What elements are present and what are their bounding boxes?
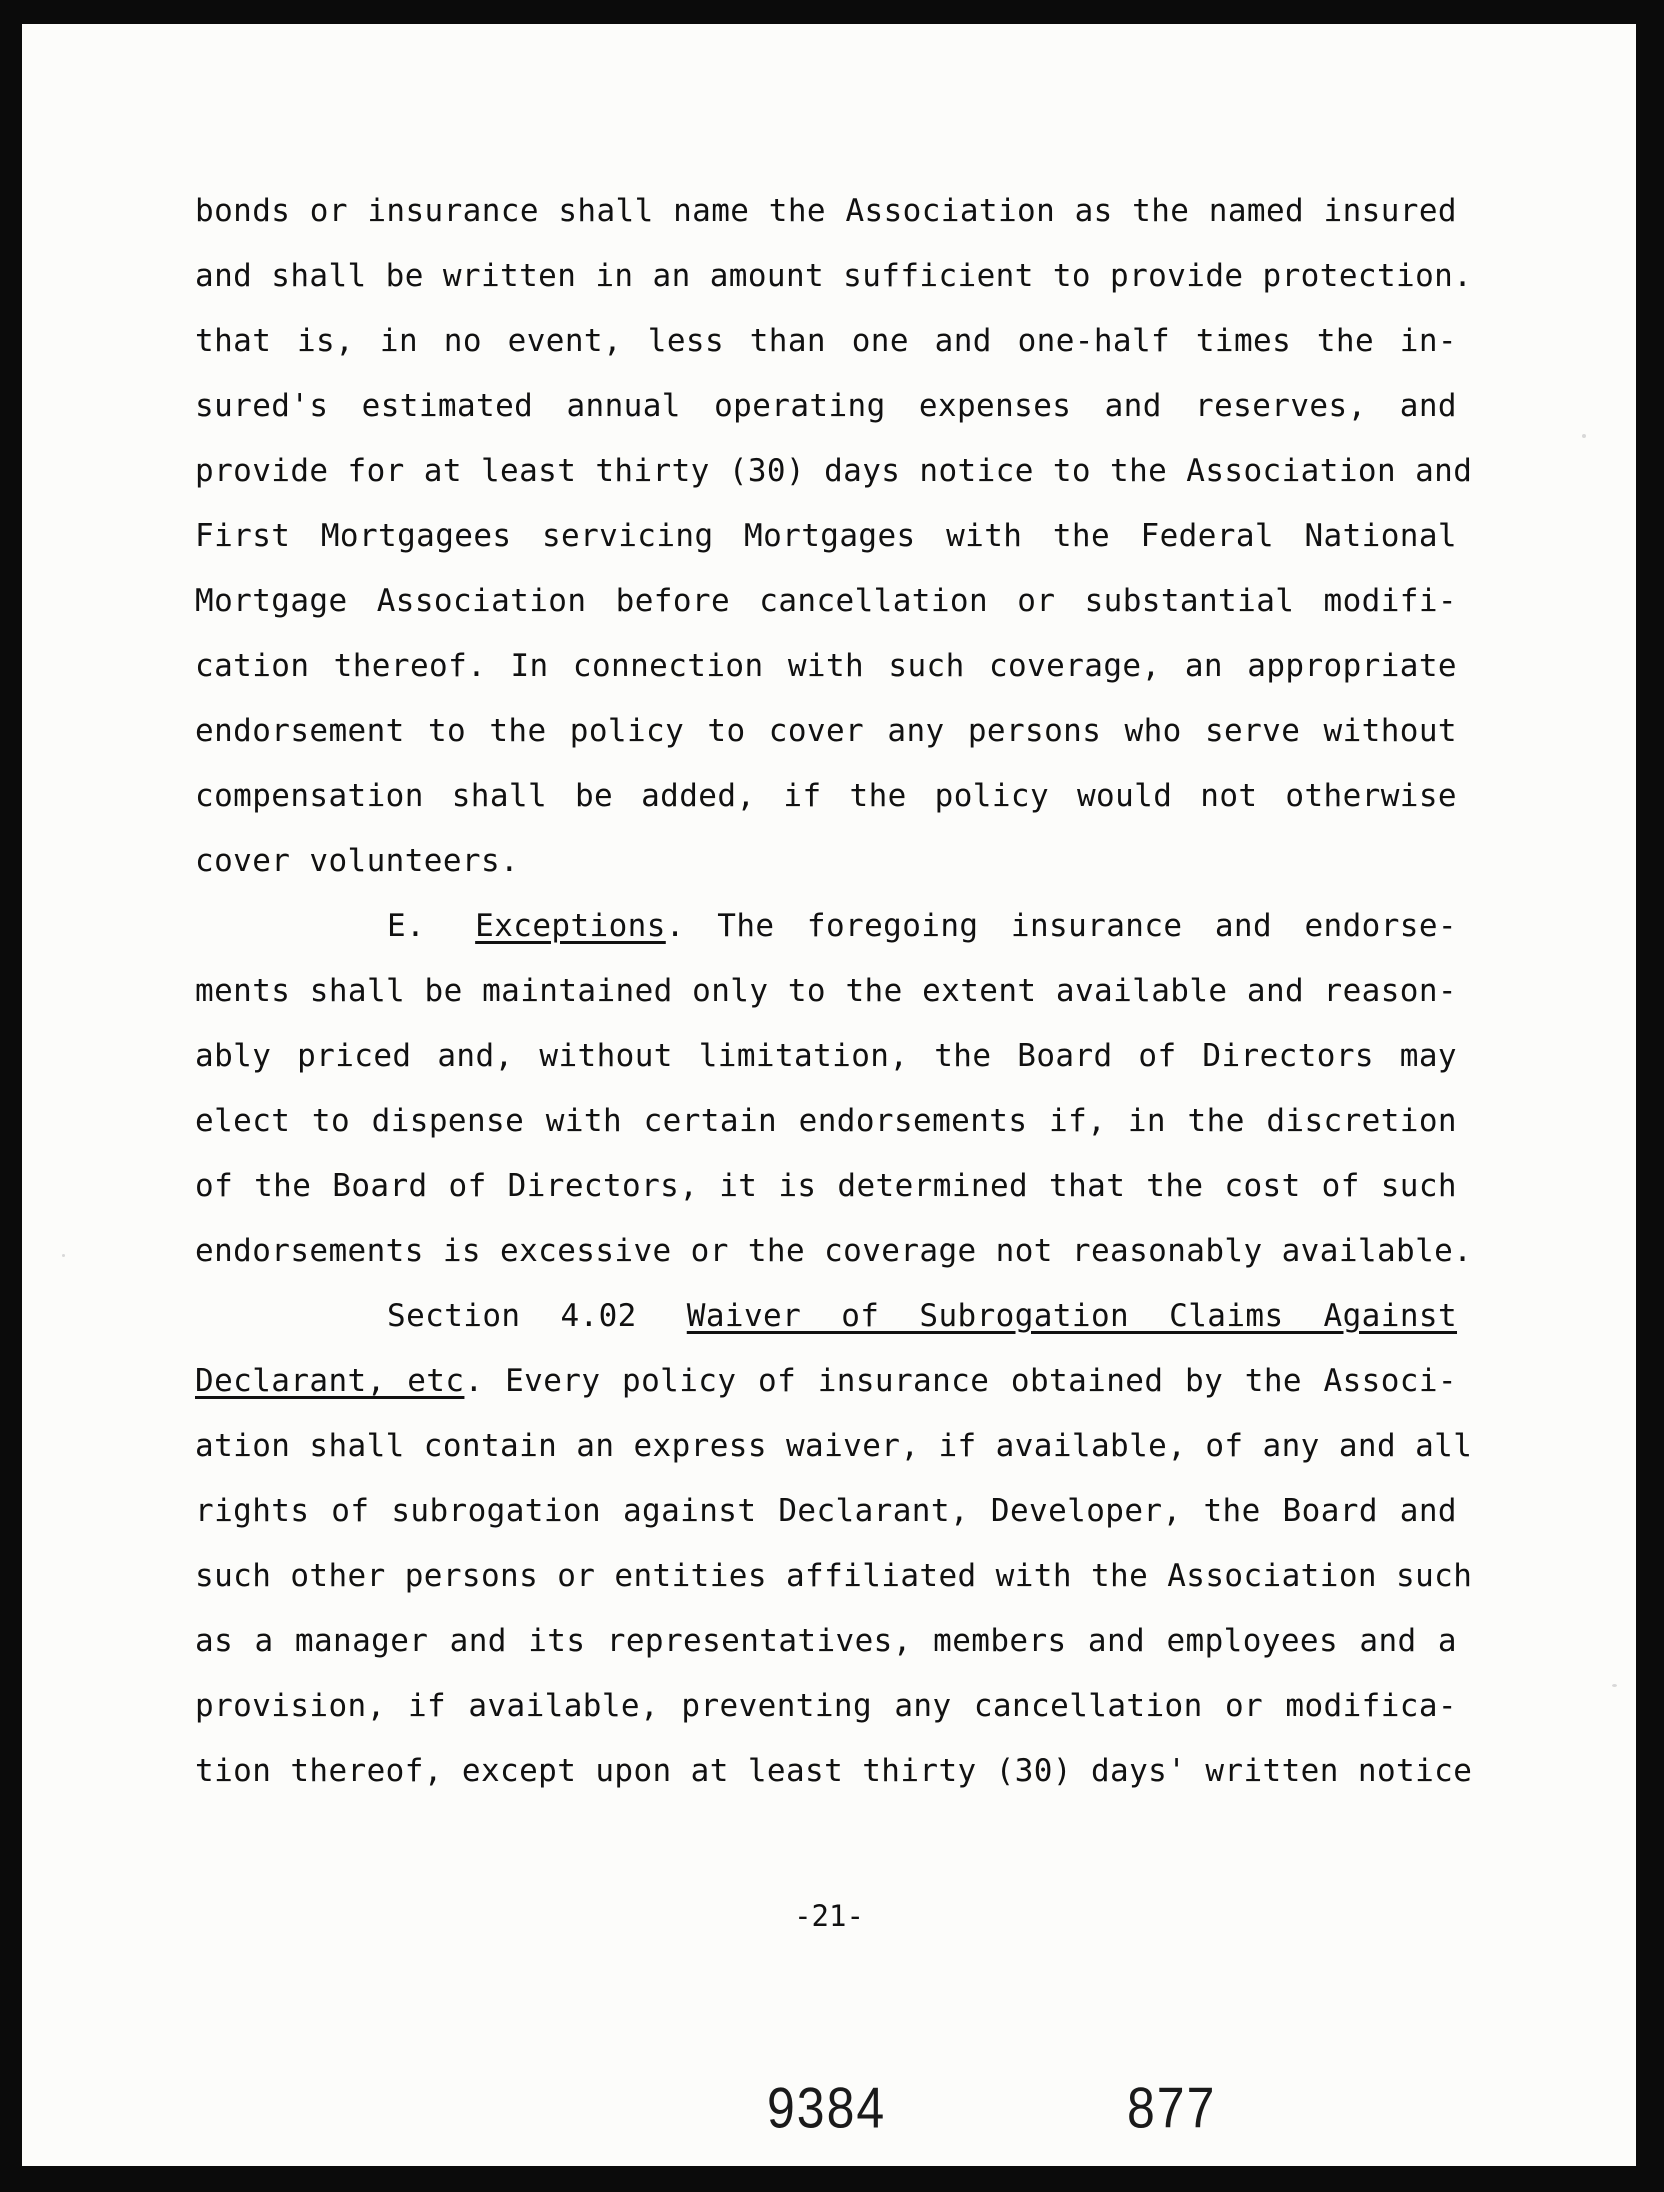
scan-speck <box>62 1254 65 1257</box>
body-line: endorsement to the policy to cover any persons who serve without <box>195 713 1457 749</box>
body-line: Mortgage Association before cancellation or substantial modifi- <box>195 583 1457 619</box>
section-402-line: such other persons or entities affiliated with the Association such <box>195 1558 1473 1594</box>
body-line: sured's estimated annual operating expenses and reserves, and <box>195 388 1457 424</box>
section-402-second-line <box>195 1349 1457 1414</box>
body-line: provide for at least thirty (30) days notice to the Association and <box>195 453 1473 489</box>
section-e-marker: E. <box>387 908 426 944</box>
section-e-line: elect to dispense with certain endorsements if, in the discretion <box>195 1103 1457 1139</box>
section-e-line: of the Board of Directors, it is determined that the cost of such <box>195 1168 1457 1204</box>
section-e-heading: Exceptions <box>475 908 666 944</box>
section-e-line: ments shall be maintained only to the extent available and reason- <box>195 973 1457 1009</box>
page-number: -21- <box>794 1899 864 1933</box>
section-402-line: ation shall contain an express waiver, if available, of any and all <box>195 1428 1473 1464</box>
body-line: cover volunteers. <box>195 843 520 879</box>
section-402-text: . Every policy of insurance obtained by the Associ- <box>464 1363 1457 1399</box>
section-e-first-line <box>195 894 1457 959</box>
body-line: First Mortgagees servicing Mortgages with the Federal National <box>195 518 1457 554</box>
scan-speck <box>1612 1684 1617 1687</box>
scan-speck <box>1582 434 1586 438</box>
section-402-first-line <box>195 1284 1457 1349</box>
section-402-heading: Waiver of Subrogation Claims Against <box>686 1298 1458 1334</box>
document-id-right: 877 <box>1127 2075 1217 2141</box>
document-page <box>22 24 1636 2166</box>
scan-border-bottom <box>0 2166 1664 2192</box>
section-402-line: provision, if available, preventing any cancellation or modifica- <box>195 1688 1457 1724</box>
document-body <box>195 179 1473 1804</box>
scan-border-right <box>1636 0 1664 2192</box>
scan-border-left <box>0 0 22 2192</box>
body-line: that is, in no event, less than one and one-half times the in- <box>195 323 1457 359</box>
section-e-line: endorsements is excessive or the coverage not reasonably available. <box>195 1233 1473 1269</box>
section-402-line: tion thereof, except upon at least thirty (30) days' written notice <box>195 1753 1473 1789</box>
section-e-line: ably priced and, without limitation, the Board of Directors may <box>195 1038 1457 1074</box>
body-line: compensation shall be added, if the policy would not otherwise <box>195 778 1457 814</box>
section-e-text: . The foregoing insurance and endorse- <box>665 908 1457 944</box>
section-402-line: as a manager and its representatives, members and employees and a <box>195 1623 1457 1659</box>
body-line: bonds or insurance shall name the Association as the named insured <box>195 193 1457 229</box>
body-line: and shall be written in an amount sufficient to provide protection. <box>195 258 1473 294</box>
scan-border-top <box>0 0 1664 24</box>
section-402-line: rights of subrogation against Declarant, Developer, the Board and <box>195 1493 1457 1529</box>
section-402-heading-cont: Declarant, etc <box>195 1363 465 1399</box>
document-id-left: 9384 <box>767 2075 887 2141</box>
body-line: cation thereof. In connection with such coverage, an appropriate <box>195 648 1457 684</box>
section-402-label: Section 4.02 <box>387 1298 637 1334</box>
